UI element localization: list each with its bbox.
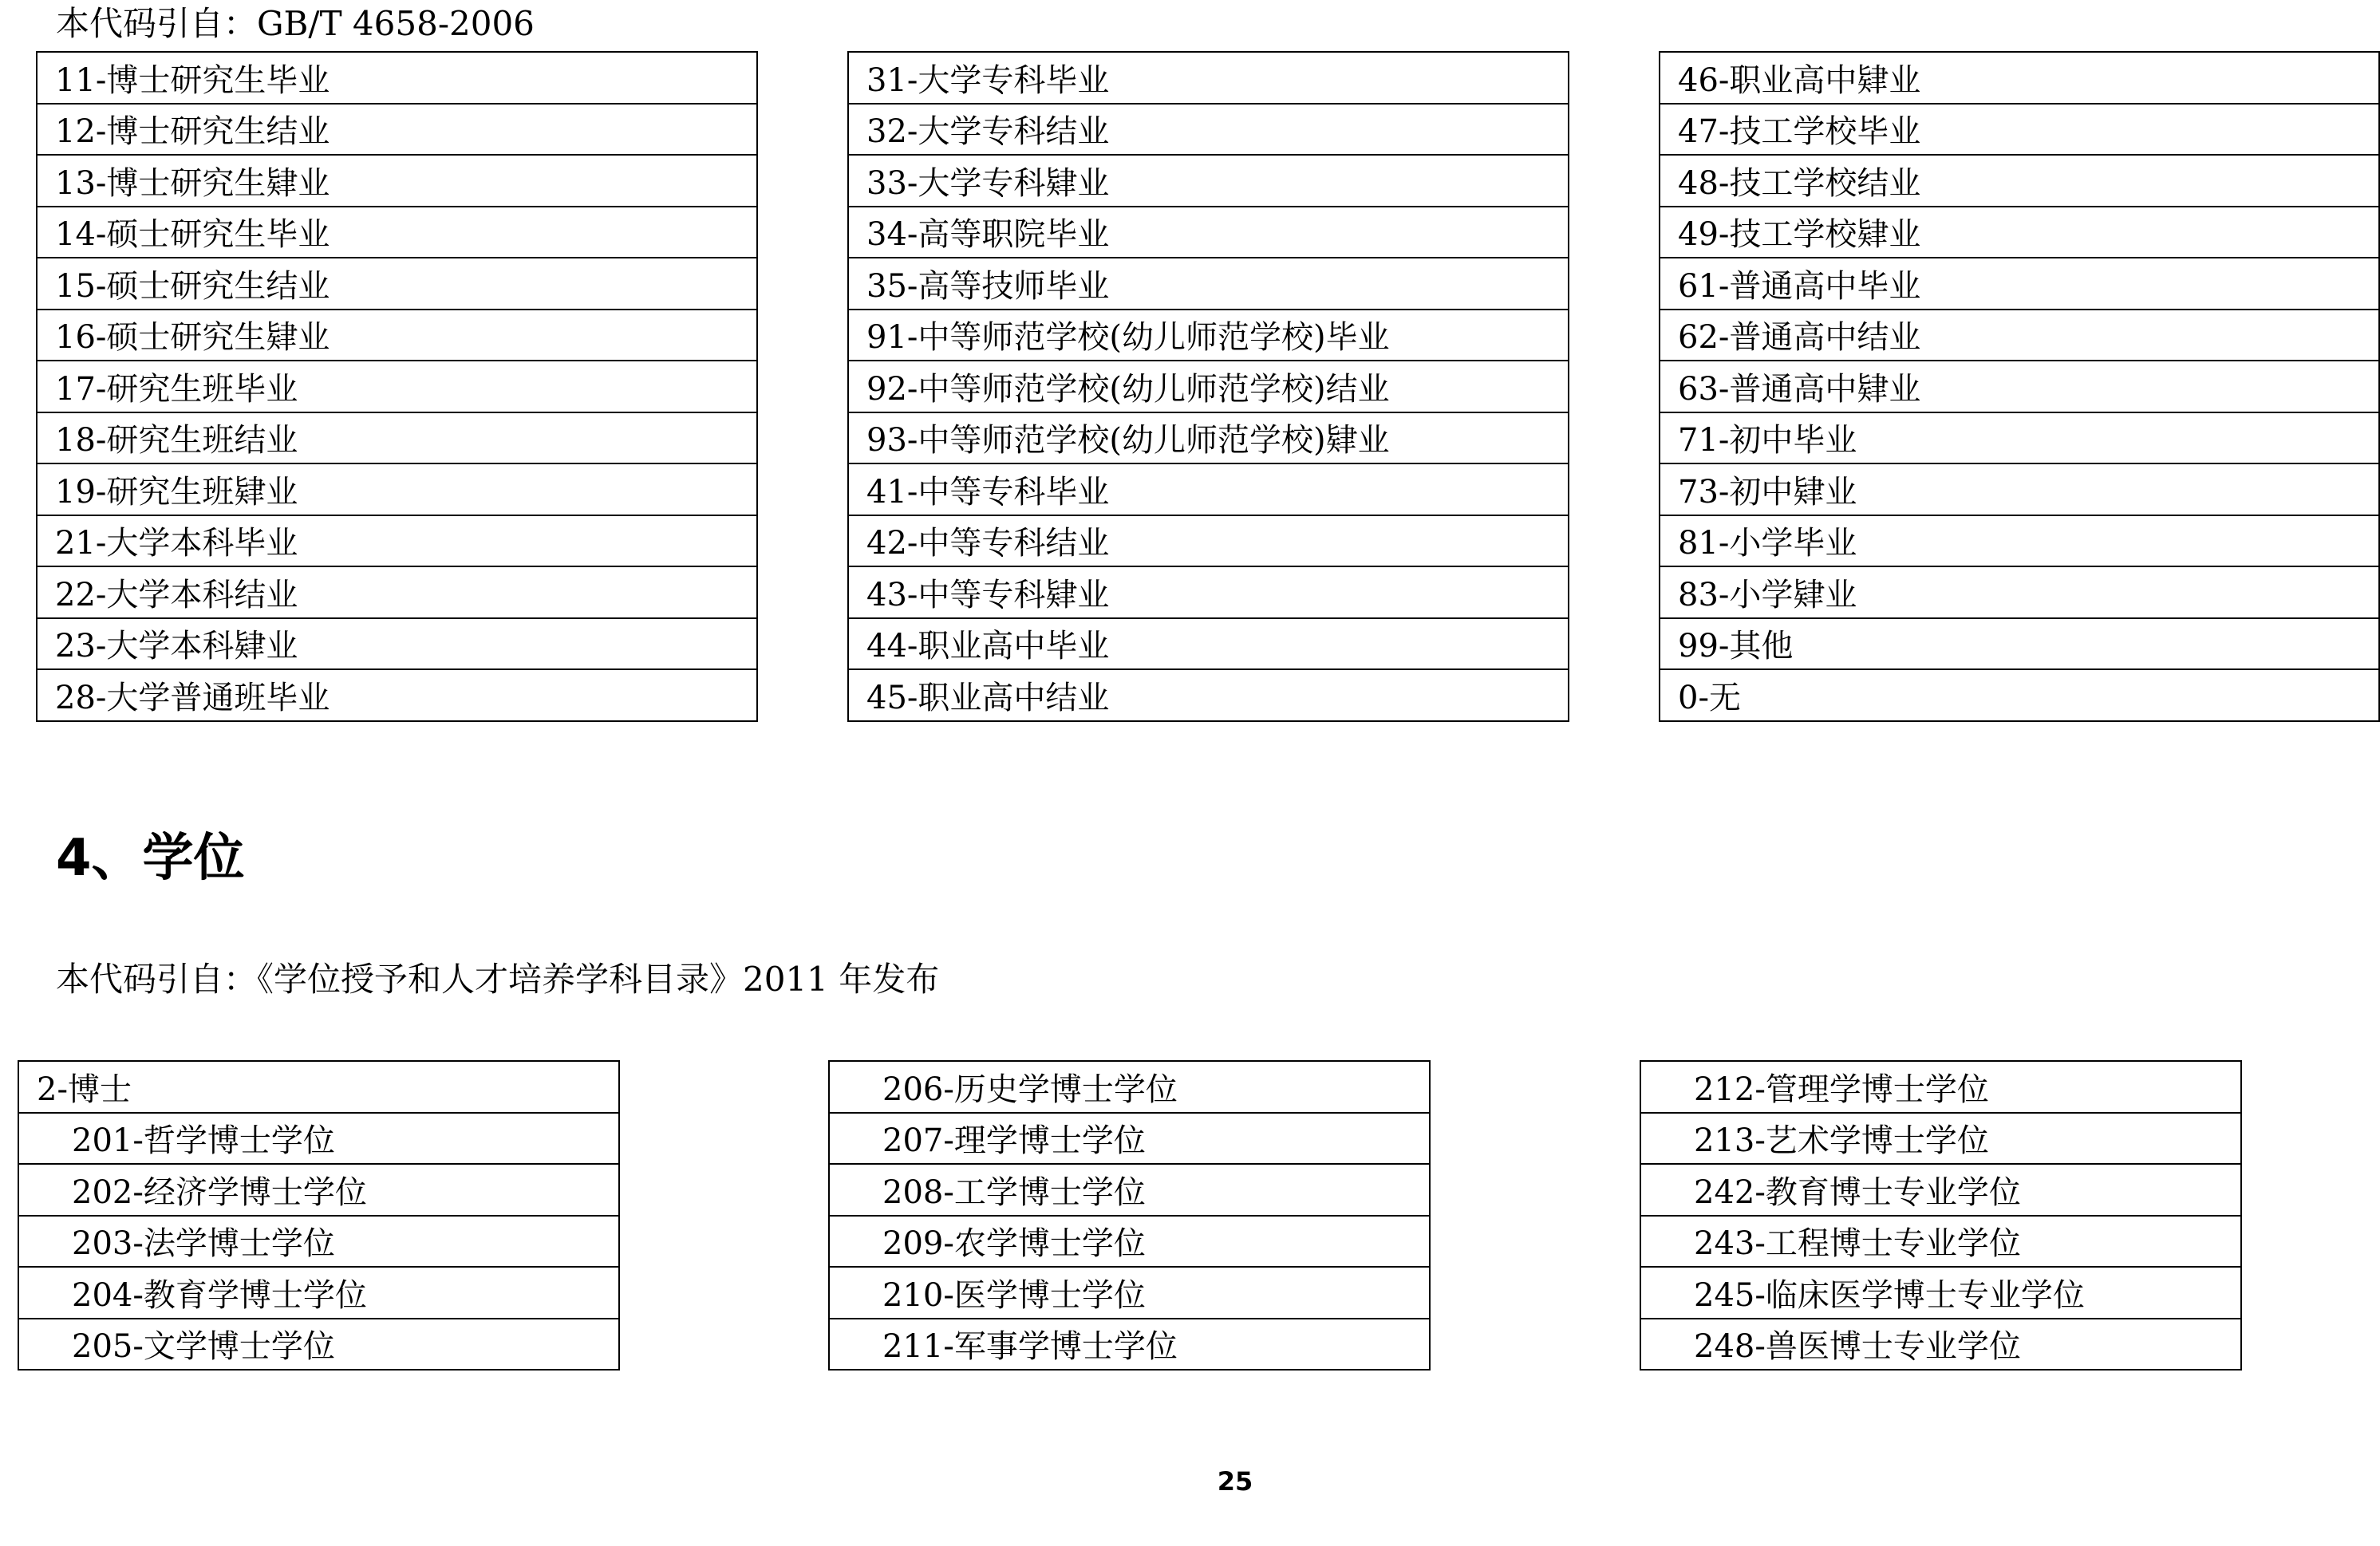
education-table-col1	[36, 51, 758, 722]
education-table-col2	[847, 51, 1569, 722]
code-cell: 19-研究生班肄业	[37, 463, 757, 515]
education-code-row	[848, 463, 1569, 515]
education-code-row	[1660, 618, 2379, 670]
degree-code-row	[829, 1113, 1430, 1165]
education-code-row	[37, 207, 757, 258]
education-code-row	[848, 361, 1569, 412]
code-cell: 11-博士研究生毕业	[37, 52, 757, 104]
education-code-row	[37, 155, 757, 207]
education-code-row	[848, 310, 1569, 361]
code-cell: 209-农学博士学位	[829, 1216, 1430, 1268]
education-code-row	[1660, 207, 2379, 258]
degree-table-col3	[1640, 1060, 2242, 1370]
education-code-row	[1660, 104, 2379, 156]
code-cell: 62-普通高中结业	[1660, 310, 2379, 361]
education-code-row	[848, 104, 1569, 156]
degree-code-row	[1640, 1319, 2241, 1370]
code-cell: 203-法学博士学位	[18, 1216, 619, 1268]
code-cell: 248-兽医博士专业学位	[1640, 1319, 2241, 1370]
code-cell: 205-文学博士学位	[18, 1319, 619, 1370]
code-cell: 46-职业高中肄业	[1660, 52, 2379, 104]
code-cell: 32-大学专科结业	[848, 104, 1569, 156]
code-cell: 91-中等师范学校(幼儿师范学校)毕业	[848, 310, 1569, 361]
education-code-row	[848, 515, 1569, 567]
education-code-row	[1660, 566, 2379, 618]
code-cell: 28-大学普通班毕业	[37, 669, 757, 721]
code-cell: 33-大学专科肄业	[848, 155, 1569, 207]
degree-code-row	[829, 1319, 1430, 1370]
degree-table-col1	[18, 1060, 620, 1370]
education-code-row	[1660, 155, 2379, 207]
education-code-row	[37, 310, 757, 361]
code-cell: 15-硕士研究生结业	[37, 258, 757, 310]
education-code-row	[1660, 361, 2379, 412]
code-cell: 245-临床医学博士专业学位	[1640, 1267, 2241, 1319]
degree-code-row	[829, 1216, 1430, 1268]
education-code-row	[37, 515, 757, 567]
code-cell: 208-工学博士学位	[829, 1164, 1430, 1216]
degree-code-row	[829, 1267, 1430, 1319]
code-cell: 21-大学本科毕业	[37, 515, 757, 567]
degree-code-row	[18, 1319, 619, 1370]
code-cell: 45-职业高中结业	[848, 669, 1569, 721]
code-cell: 63-普通高中肄业	[1660, 361, 2379, 412]
section4-heading: 4、学位	[56, 829, 245, 888]
code-cell: 71-初中毕业	[1660, 412, 2379, 464]
education-code-row	[37, 412, 757, 464]
education-code-row	[37, 104, 757, 156]
degree-code-row	[18, 1267, 619, 1319]
degree-code-row	[829, 1164, 1430, 1216]
code-cell: 73-初中肄业	[1660, 463, 2379, 515]
code-cell: 207-理学博士学位	[829, 1113, 1430, 1165]
code-cell: 47-技工学校毕业	[1660, 104, 2379, 156]
code-cell: 99-其他	[1660, 618, 2379, 670]
code-cell: 22-大学本科结业	[37, 566, 757, 618]
code-cell: 16-硕士研究生肄业	[37, 310, 757, 361]
code-cell: 14-硕士研究生毕业	[37, 207, 757, 258]
page-number: 25	[1217, 1466, 1253, 1497]
degree-code-row	[18, 1216, 619, 1268]
code-cell: 206-历史学博士学位	[829, 1061, 1430, 1113]
code-cell: 43-中等专科肄业	[848, 566, 1569, 618]
degree-table-col2	[828, 1060, 1431, 1370]
education-code-row	[1660, 310, 2379, 361]
code-cell: 13-博士研究生肄业	[37, 155, 757, 207]
education-code-row	[37, 669, 757, 721]
degree-code-row	[1640, 1164, 2241, 1216]
degree-code-row	[1640, 1216, 2241, 1268]
code-cell: 212-管理学博士学位	[1640, 1061, 2241, 1113]
code-cell: 210-医学博士学位	[829, 1267, 1430, 1319]
code-cell: 31-大学专科毕业	[848, 52, 1569, 104]
code-cell: 92-中等师范学校(幼儿师范学校)结业	[848, 361, 1569, 412]
education-code-row	[848, 207, 1569, 258]
education-table-col2-body	[848, 52, 1569, 721]
education-code-row	[37, 52, 757, 104]
education-code-row	[848, 412, 1569, 464]
degree-code-row	[18, 1061, 619, 1113]
code-cell: 23-大学本科肄业	[37, 618, 757, 670]
degree-code-row	[829, 1061, 1430, 1113]
education-code-row	[1660, 412, 2379, 464]
code-cell: 2-博士	[18, 1061, 619, 1113]
education-code-row	[848, 258, 1569, 310]
code-cell: 202-经济学博士学位	[18, 1164, 619, 1216]
degree-table-col3-body	[1640, 1061, 2241, 1370]
code-cell: 17-研究生班毕业	[37, 361, 757, 412]
degree-code-row	[1640, 1061, 2241, 1113]
code-cell: 18-研究生班结业	[37, 412, 757, 464]
education-code-row	[37, 618, 757, 670]
education-code-row	[848, 155, 1569, 207]
education-code-row	[37, 566, 757, 618]
code-cell: 48-技工学校结业	[1660, 155, 2379, 207]
degree-table-col1-body	[18, 1061, 619, 1370]
education-code-row	[1660, 515, 2379, 567]
education-table-col3	[1659, 51, 2380, 722]
section3-source-note: 本代码引自：GB/T 4658-2006	[56, 4, 535, 43]
code-cell: 204-教育学博士学位	[18, 1267, 619, 1319]
degree-code-row	[18, 1113, 619, 1165]
education-code-row	[37, 463, 757, 515]
code-cell: 213-艺术学博士学位	[1640, 1113, 2241, 1165]
code-cell: 41-中等专科毕业	[848, 463, 1569, 515]
degree-code-row	[1640, 1267, 2241, 1319]
education-code-row	[1660, 463, 2379, 515]
degree-code-row	[1640, 1113, 2241, 1165]
code-cell: 242-教育博士专业学位	[1640, 1164, 2241, 1216]
education-code-row	[37, 258, 757, 310]
code-cell: 34-高等职院毕业	[848, 207, 1569, 258]
code-cell: 81-小学毕业	[1660, 515, 2379, 567]
code-cell: 12-博士研究生结业	[37, 104, 757, 156]
education-code-row	[1660, 52, 2379, 104]
code-cell: 83-小学肄业	[1660, 566, 2379, 618]
code-cell: 42-中等专科结业	[848, 515, 1569, 567]
education-code-row	[848, 618, 1569, 670]
degree-code-row	[18, 1164, 619, 1216]
section4-source-note: 本代码引自：《学位授予和人才培养学科目录》2011 年发布	[56, 960, 940, 999]
education-code-row	[1660, 669, 2379, 721]
education-table-col3-body	[1660, 52, 2379, 721]
code-cell: 44-职业高中毕业	[848, 618, 1569, 670]
code-cell: 0-无	[1660, 669, 2379, 721]
code-cell: 93-中等师范学校(幼儿师范学校)肄业	[848, 412, 1569, 464]
degree-table-col2-body	[829, 1061, 1430, 1370]
code-cell: 49-技工学校肄业	[1660, 207, 2379, 258]
education-code-row	[1660, 258, 2379, 310]
education-code-row	[37, 361, 757, 412]
code-cell: 61-普通高中毕业	[1660, 258, 2379, 310]
education-code-row	[848, 566, 1569, 618]
code-cell: 35-高等技师毕业	[848, 258, 1569, 310]
education-code-row	[848, 669, 1569, 721]
code-cell: 201-哲学博士学位	[18, 1113, 619, 1165]
code-cell: 243-工程博士专业学位	[1640, 1216, 2241, 1268]
education-code-row	[848, 52, 1569, 104]
education-table-col1-body	[37, 52, 757, 721]
code-cell: 211-军事学博士学位	[829, 1319, 1430, 1370]
